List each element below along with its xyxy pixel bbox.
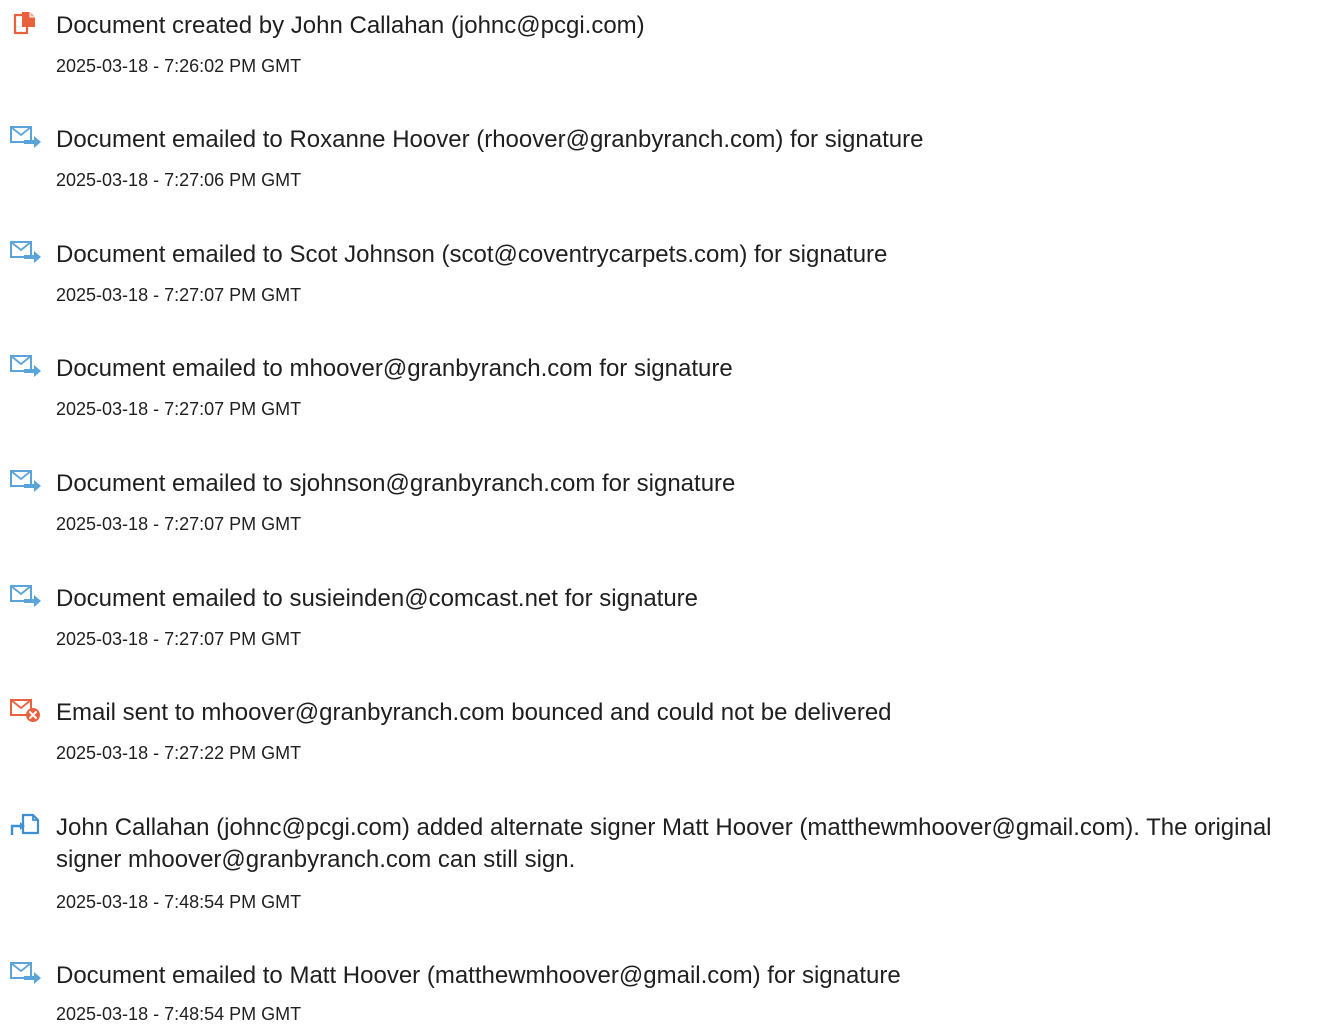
event-timestamp: 2025-03-18 - 7:27:07 PM GMT: [56, 629, 302, 649]
document-created-icon: [9, 11, 43, 33]
audit-event-document-emailed: [0, 960, 1324, 1025]
audit-event-email-bounced: [0, 697, 1324, 777]
event-timestamp: 2025-03-18 - 7:27:07 PM GMT: [56, 514, 302, 534]
email-sent-icon: [9, 584, 43, 606]
event-message: Document emailed to Matt Hoover (matthewmhoover@gmail.com) for signature: [56, 962, 901, 989]
event-timestamp: 2025-03-18 - 7:27:06 PM GMT: [56, 170, 302, 190]
event-message: Document emailed to sjohnson@granbyranch.com for signature: [56, 470, 736, 497]
event-timestamp: 2025-03-18 - 7:48:54 PM GMT: [56, 892, 302, 912]
audit-event-alternate-signer-added: [0, 812, 1324, 922]
event-timestamp: 2025-03-18 - 7:27:22 PM GMT: [56, 743, 302, 763]
event-timestamp: 2025-03-18 - 7:27:07 PM GMT: [56, 399, 302, 419]
email-sent-icon: [9, 125, 43, 147]
signer-replaced-icon: [9, 813, 43, 835]
event-timestamp: 2025-03-18 - 7:26:02 PM GMT: [56, 56, 302, 76]
audit-event-document-created: [0, 10, 1324, 90]
email-sent-icon: [9, 961, 43, 983]
event-message: Email sent to mhoover@granbyranch.com bounced and could not be delivered: [56, 699, 892, 726]
audit-event-document-emailed: [0, 353, 1324, 433]
event-message: Document emailed to Roxanne Hoover (rhoover@granbyranch.com) for signature: [56, 126, 924, 153]
email-bounced-icon: [9, 698, 43, 720]
email-sent-icon: [9, 354, 43, 376]
audit-event-document-emailed: [0, 124, 1324, 204]
event-timestamp: 2025-03-18 - 7:27:07 PM GMT: [56, 285, 302, 305]
event-message: John Callahan (johnc@pcgi.com) added alternate signer Matt Hoover (matthewmhoover@gmail.com). The original signer mhoover@granbyranch.com can still sign.: [56, 814, 1272, 873]
email-sent-icon: [9, 469, 43, 491]
event-message: Document emailed to mhoover@granbyranch.com for signature: [56, 355, 733, 382]
audit-event-document-emailed: [0, 468, 1324, 548]
event-message: Document emailed to Scot Johnson (scot@coventrycarpets.com) for signature: [56, 241, 888, 268]
event-message: Document emailed to susieinden@comcast.net for signature: [56, 585, 699, 612]
audit-event-document-emailed: [0, 583, 1324, 663]
event-message: Document created by John Callahan (johnc@pcgi.com): [56, 12, 645, 39]
audit-event-document-emailed: [0, 239, 1324, 319]
event-timestamp: 2025-03-18 - 7:48:54 PM GMT: [56, 1004, 302, 1024]
email-sent-icon: [9, 240, 43, 262]
